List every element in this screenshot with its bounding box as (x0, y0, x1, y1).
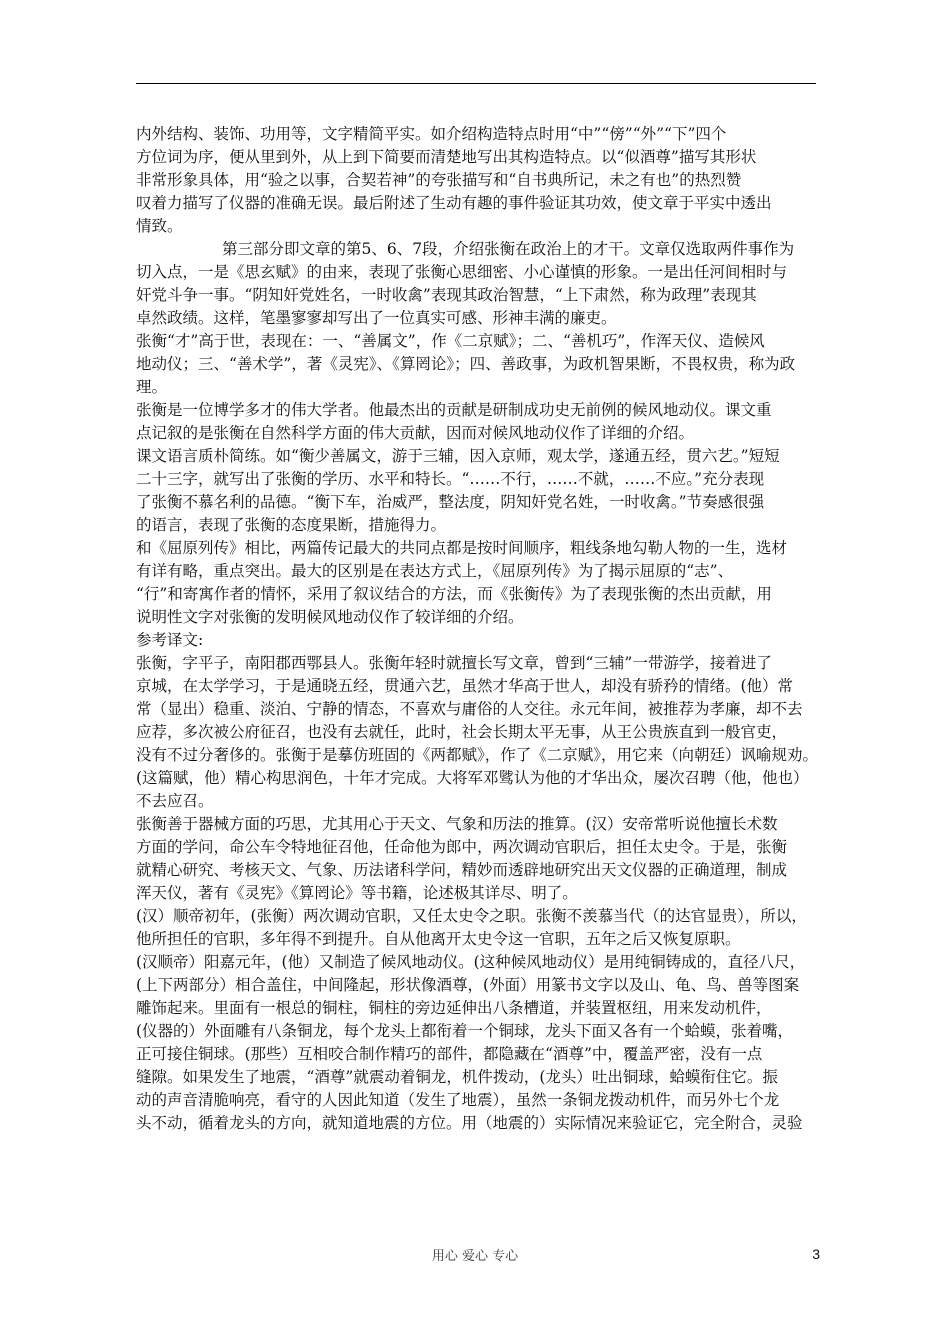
text-line: 理。 (136, 378, 168, 396)
text-line: 应荐，多次被公府征召，也没有去就任，此时，社会长期太平无事，从王公贵族直到一般官吏， (136, 723, 788, 741)
text-line: (上下两部分）相合盖住，中间隆起，形状像酒尊，(外面）用篆书文字以及山、龟、鸟、兽等图案 (136, 976, 800, 994)
text-line: 和《屈原列传》相比，两篇传记最大的共同点都是按时间顺序，粗线条地勾勒人物的一生，选材 (136, 539, 788, 557)
text-line: (这篇赋，他）精心构思润色，十年才完成。大将军邓骘认为他的才华出众，屡次召聘（他，他也） (136, 769, 809, 787)
text-line: 奸党斗争一事。“阴知奸党姓名，一时收禽”表现其政治智慧，“上下肃然，称为政理”表现其 (136, 286, 757, 304)
text-line: 动的声音清脆响亮，看守的人因此知道（发生了地震），虽然一条铜龙拨动机件，而另外七个龙 (136, 1091, 780, 1109)
text-line: 浑天仪，著有《灵宪》《算罔论》等书籍，论述极其详尽、明了。 (136, 884, 578, 902)
text-line: 缝隙。如果发生了地震，“酒尊”就震动着铜龙，机件拨动，(龙头）吐出铜球，蛤蟆衔住它。振 (136, 1068, 778, 1086)
paragraph (136, 629, 816, 652)
text-line: 第三部分即文章的第5、6、7段，介绍张衡在政治上的才干。文章仅选取两件事作为 (222, 240, 795, 258)
text-line: “行”和寄寓作者的情怀，采用了叙议结合的方法，而《张衡传》为了表现张衡的杰出贡献，用 (136, 585, 772, 603)
text-line: 非常形象具体，用“验之以事，合契若神”的夸张描写和“自书典所记，未之有也”的热烈赞 (136, 171, 742, 189)
paragraph (136, 330, 816, 399)
text-line: 说明性文字对张衡的发明候风地动仪作了较详细的介绍。 (136, 608, 524, 626)
text-line: 就精心研究、考核天文、气象、历法诸科学问，精妙而透辟地研究出天文仪器的正确道理，制成 (136, 861, 788, 879)
text-line: 张衡“才”高于世，表现在：一、“善属文”，作《二京赋》；二、“善机巧”，作浑天仪、造候风 (136, 332, 765, 350)
text-line: 课文语言质朴简练。如“衡少善属文，游于三辅，因入京师，观太学，遂通五经，贯六艺。”短短 (136, 447, 780, 465)
text-line: 的语言，表现了张衡的态度果断，措施得力。 (136, 516, 447, 534)
header-rule (136, 83, 816, 84)
paragraph (136, 123, 816, 238)
text-line: 雕饰起来。里面有一根总的铜柱，铜柱的旁边延伸出八条槽道，并装置枢纽，用来发动机件， (136, 999, 772, 1017)
text-line: 切入点，一是《思玄赋》的由来，表现了张衡心思细密、小心谨慎的形象。一是出任河间相时与 (136, 263, 788, 281)
text-line: 方面的学问，命公车令特地征召他，任命他为郎中，两次调动官职后，担任太史令。于是，张衡 (136, 838, 788, 856)
text-line: (仪器的）外面雕有八条铜龙，每个龙头上都衔着一个铜球，龙头下面又各有一个蛤蟆，张着嘴， (136, 1022, 794, 1040)
text-line: 没有不过分奢侈的。张衡于是摹仿班固的《两都赋》，作了《二京赋》，用它来（向朝廷）讽喻规劝。 (136, 746, 819, 764)
text-line: 头不动，循着龙头的方向，就知道地震的方位。用（地震的）实际情况来验证它，完全附合，灵验 (136, 1114, 803, 1132)
text-line: 点记叙的是张衡在自然科学方面的伟大贡献，因而对候风地动仪作了详细的介绍。 (136, 424, 695, 442)
paragraph (136, 445, 816, 537)
paragraph (136, 652, 819, 813)
text-line: (汉顺帝）阳嘉元年，(他）又制造了候风地动仪。(这种候风地动仪）是用纯铜铸成的，直径八尺， (136, 953, 806, 971)
text-line: 卓然政绩。这样，笔墨寥寥却写出了一位真实可感、形神丰满的廉吏。 (136, 309, 617, 327)
text-line: 二十三字，就写出了张衡的学历、水平和特长。“……不行，……不就，……不应。”充分表现 (136, 470, 765, 488)
text-line: 他所担任的官职，多年得不到提升。自从他离开太史令这一官职，五年之后又恢复原职。 (136, 930, 741, 948)
paragraph (136, 537, 816, 629)
text-line: 了张衡不慕名利的品德。“衡下车，治威严，整法度，阴知奸党名姓，一时收禽。”节奏感很强 (136, 493, 765, 511)
paragraph (136, 951, 816, 1135)
text-line: 叹着力描写了仪器的准确无误。最后附述了生动有趣的事件验证其功效，使文章于平实中透出 (136, 194, 772, 212)
text-line: 参考译文: (136, 631, 204, 649)
paragraph (136, 813, 816, 905)
text-line: 内外结构、装饰、功用等，文字精简平实。如介绍构造特点时用“中”“傍”“外”“下”四个 (136, 125, 727, 143)
footer-motto: 用心 爱心 专心 (431, 1249, 519, 1264)
text-line: 有详有略，重点突出。最大的区别是在表达方式上，《屈原列传》为了揭示屈原的“志”、 (136, 562, 734, 580)
paragraph (136, 399, 816, 445)
text-line: (汉）顺帝初年，(张衡）两次调动官职，又任太史令之职。张衡不羡慕当代（的达官显贵），所以， (136, 907, 807, 925)
text-line: 正可接住铜球。(那些）互相咬合制作精巧的部件，都隐藏在“酒尊”中，覆盖严密，没有一点 (136, 1045, 763, 1063)
text-line: 京城，在太学学习，于是通晓五经，贯通六艺，虽然才华高于世人，却没有骄矜的情绪。(他）常 (136, 677, 794, 695)
paragraph (136, 238, 816, 330)
text-line: 情致。 (136, 217, 183, 235)
text-line: 地动仪；三、“善术学”，著《灵宪》、《算罔论》；四、善政事，为政机智果断，不畏权贵，称为政 (136, 355, 796, 373)
text-line: 张衡，字平子，南阳郡西鄂县人。张衡年轻时就擅长写文章，曾到“三辅”一带游学，接着进了 (136, 654, 772, 672)
document-body (136, 123, 819, 1135)
text-line: 常（显出）稳重、淡泊、宁静的情态，不喜欢与庸俗的人交往。永元年间，被推荐为孝廉，却不去 (136, 700, 803, 718)
text-line: 方位词为序，便从里到外，从上到下简要而清楚地写出其构造特点。以“似酒尊”描写其形状 (136, 148, 757, 166)
paragraph (136, 905, 816, 951)
text-line: 不去应召。 (136, 792, 214, 810)
page-number: 3 (812, 1246, 820, 1262)
text-line: 张衡是一位博学多才的伟大学者。他最杰出的贡献是研制成功史无前例的候风地动仪。课文重 (136, 401, 772, 419)
text-line: 张衡善于器械方面的巧思，尤其用心于天文、气象和历法的推算。(汉）安帝常听说他擅长术数 (136, 815, 778, 833)
